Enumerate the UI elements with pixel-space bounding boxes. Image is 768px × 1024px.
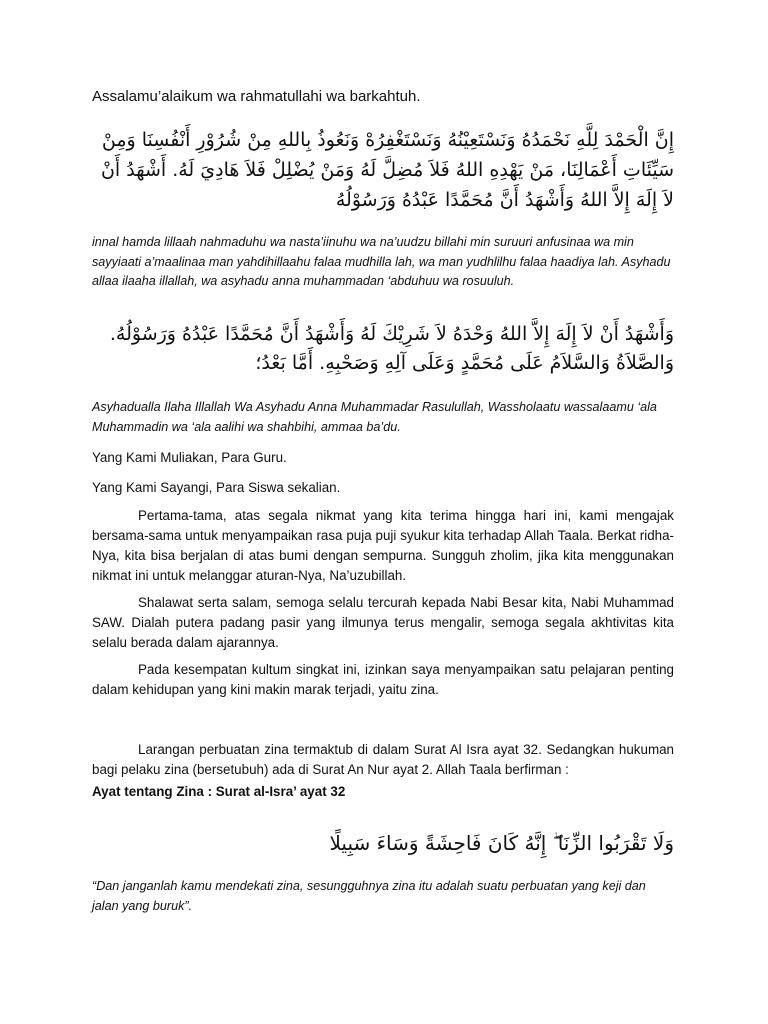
ayat-heading: Ayat tentang Zina : Surat al-Isra’ ayat 32 (92, 784, 346, 799)
arabic-opening-text: إِنَّ الْحَمْدَ لِلَّهِ نَحْمَدُهُ وَنَسْتَعِيْنُهُ وَنَسْتَغْفِرُهْ وَنَعُوذُ بِاللهِ مِنْ شُرُوْرِ أَنْفُسِنَا وَمِنْ سَيِّئَاتِ أَعْمَالِنَا، مَنْ يَهْدِهِ اللهُ فَلاَ مُضِلَّ لَهُ وَمَنْ يُضْلِلْ فَلاَ هَادِيَ لَهُ. أَشْهَدُ أَنْ لاَ إِلَهَ إِلاَّ اللهُ وَأَشْهَدُ أَنَّ مُحَمَّدًا عَبْدُهُ وَرَسُوْلُهُ (100, 129, 674, 211)
salutation-students: Yang Kami Sayangi, Para Siswa sekalian. (92, 480, 341, 495)
paragraph-prohibition: Larangan perbuatan zina termaktub di dalam Surat Al Isra ayat 32. Sedangkan hukuman bagi pelaku zina (bersetubuh) ada di Surat An Nur ayat 2. Allah Taala berfirman : (92, 742, 674, 777)
transliteration-shahada: Asyhadualla Ilaha Illallah Wa Asyhadu Anna Muhammadar Rasulullah, Wassholaatu wassalaamu ‘ala Muhammadin wa ‘ala aalihi wa shahbihi, ammaa ba’du. (92, 400, 657, 434)
paragraph-topic: Pada kesempatan kultum singkat ini, izinkan saya menyampaikan satu pelajaran penting dalam kehidupan yang kini makin marak terjadi, yaitu zina. (92, 662, 674, 697)
paragraph-shalawat: Shalawat serta salam, semoga selalu tercurah kepada Nabi Besar kita, Nabi Muhammad SAW. Dialah putera padang pasir yang ilmunya terus mengalir, semoga segala akhtivitas kita selalu berada dalam ajarannya. (92, 595, 674, 650)
ayat-translation: “Dan janganlah kamu mendekati zina, sesungguhnya zina itu adalah suatu perbuatan yang keji dan jalan yang buruk”. (92, 879, 646, 913)
arabic-shahada-text: وَأَشْهَدُ أَنْ لاَ إِلَهَ إِلاَّ اللهُ وَحْدَهُ لاَ شَرِيْكَ لَهُ وَأَشْهَدُ أَنَّ مُحَمَّدًا عَبْدُهُ وَرَسُوْلُهُ. وَالصَّلاَةُ وَالسَّلاَمُ عَلَى مُحَمَّدٍ وَعَلَى آلِهِ وَصَحْبِهِ. أَمَّا بَعْدُ؛ (109, 323, 674, 374)
transliteration-opening: innal hamda lillaah nahmaduhu wa nasta’iinuhu wa na’uudzu billahi min suruuri anfusinaa wa min sayyiaati a’maalinaa man yahdihillaahu falaa mudhilla lah, wa man yudhlilhu falaa haadiya lah. Asyhadu allaa ilaaha illallah, wa asyhadu anna muhammadan ‘abduhuu wa rosuuluh. (92, 235, 671, 288)
paragraph-gratitude: Pertama-tama, atas segala nikmat yang kita terima hingga hari ini, kami mengajak bersama-sama untuk menyampaikan rasa puja puji syukur kita terhadap Allah Taala. Berkat ridha-Nya, kita bisa berjalan di atas bumi dengan sempurna. Sungguh zholim, jika kita menggunakan nikmat ini untuk melanggar aturan-Nya, Na’uzubillah. (92, 508, 674, 583)
greeting-line: Assalamu’alaikum wa rahmatullahi wa barkahtuh. (92, 88, 421, 105)
salutation-teachers: Yang Kami Muliakan, Para Guru. (92, 450, 287, 465)
arabic-ayat-text: وَلَا تَقْرَبُوا الزِّنَا ۖ إِنَّهُ كَانَ فَاحِشَةً وَسَاءَ سَبِيلًا (329, 831, 674, 855)
